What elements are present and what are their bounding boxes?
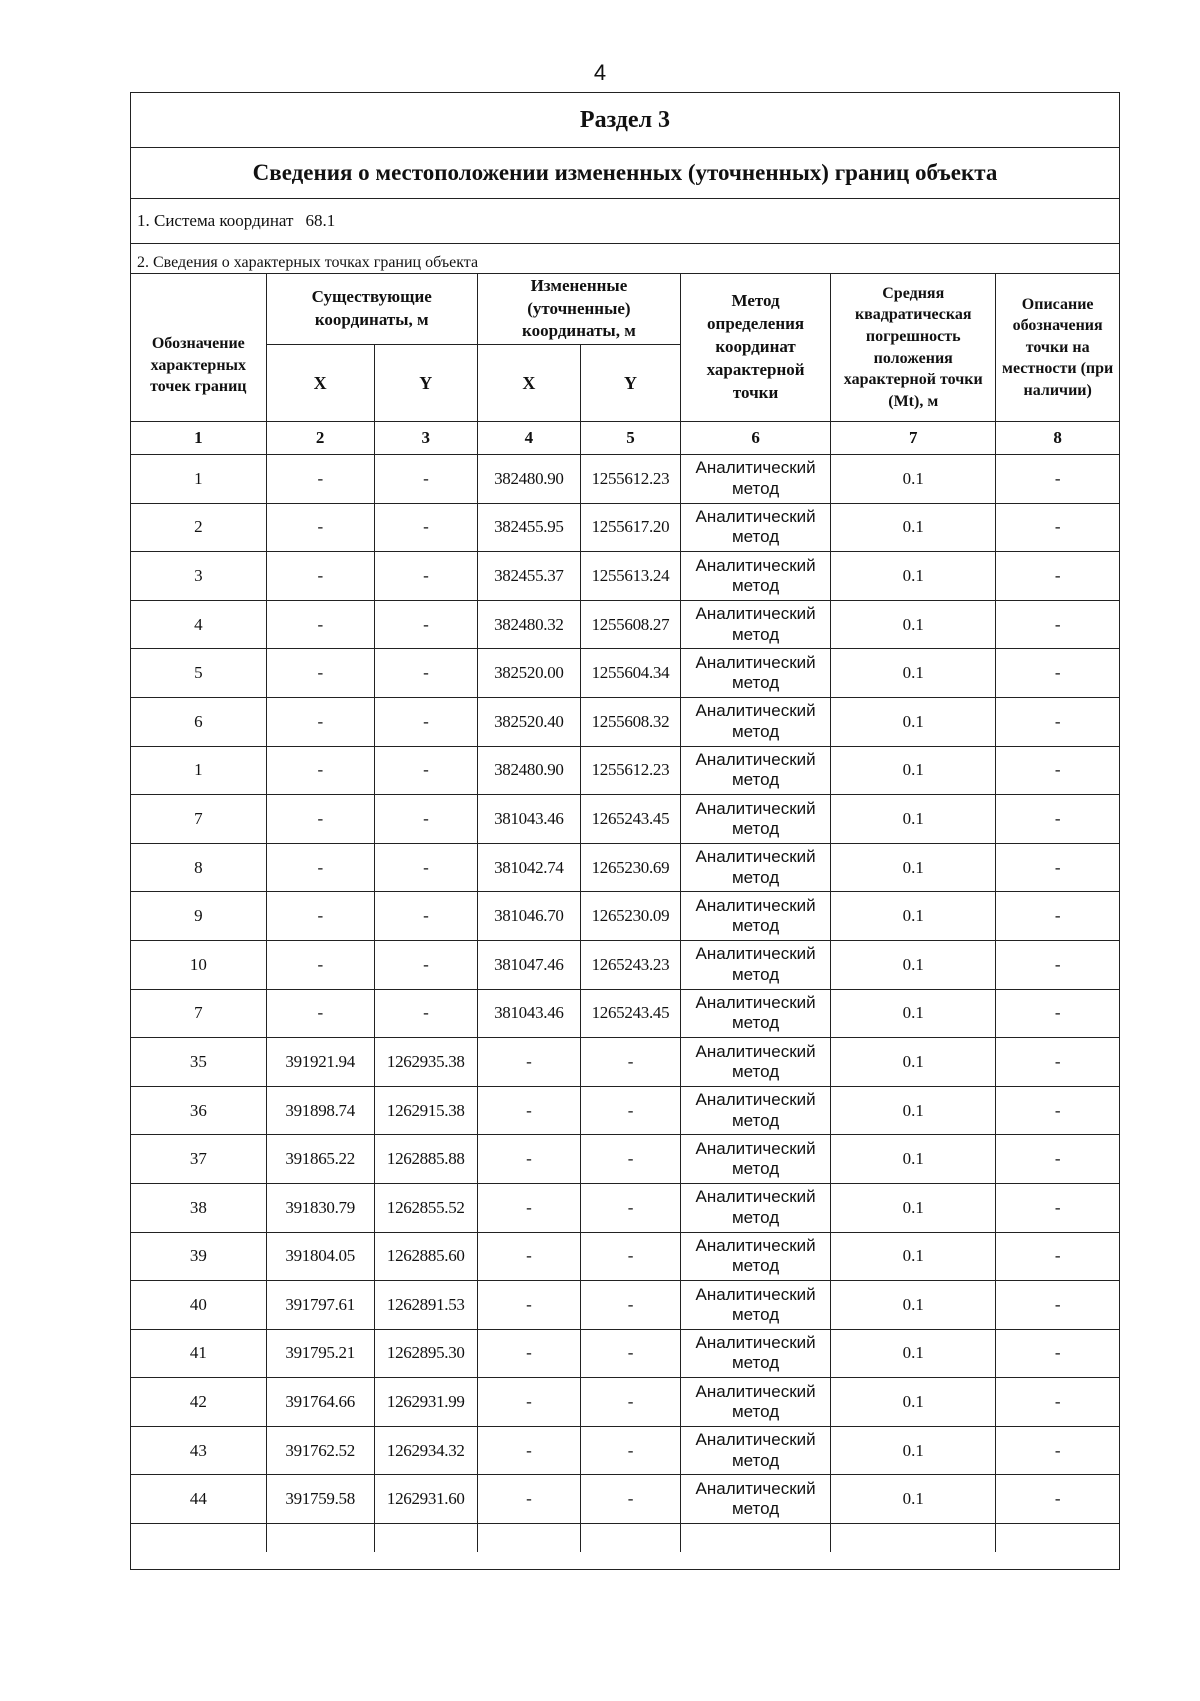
point-label: 38 (131, 1183, 266, 1232)
error-cell: 0.1 (831, 843, 996, 892)
description-cell: - (996, 649, 1119, 698)
existing-y: - (374, 455, 477, 504)
point-label: 3 (131, 552, 266, 601)
method-cell: Аналитический метод (681, 1329, 831, 1378)
table-row (131, 989, 1119, 1038)
error-cell: 0.1 (831, 600, 996, 649)
existing-x: - (266, 843, 374, 892)
error-cell: 0.1 (831, 1038, 996, 1087)
error-cell: 0.1 (831, 940, 996, 989)
header-error: Средняя квадратическая погрешность положения характерной точки (Mt), м (831, 274, 996, 422)
point-label: 1 (131, 746, 266, 795)
table-row (131, 503, 1119, 552)
point-label: 44 (131, 1475, 266, 1524)
error-cell: 0.1 (831, 892, 996, 941)
table-row (131, 1475, 1119, 1524)
table-row (131, 1086, 1119, 1135)
changed-y: - (580, 1378, 680, 1427)
header-existing-y: Y (374, 345, 477, 422)
method-cell: Аналитический метод (681, 843, 831, 892)
method-cell: Аналитический метод (681, 1281, 831, 1330)
coordinate-system-row (131, 199, 1119, 244)
error-cell: 0.1 (831, 1281, 996, 1330)
method-cell: Аналитический метод (681, 552, 831, 601)
header-changed: Измененные (уточненные) координаты, м (477, 274, 680, 345)
changed-y: 1255604.34 (580, 649, 680, 698)
existing-y: - (374, 746, 477, 795)
changed-x: 381043.46 (477, 795, 580, 844)
existing-x: 391759.58 (266, 1475, 374, 1524)
point-label: 6 (131, 697, 266, 746)
existing-y: - (374, 892, 477, 941)
table-row (131, 1232, 1119, 1281)
point-label: 4 (131, 600, 266, 649)
description-cell: - (996, 552, 1119, 601)
point-label: 7 (131, 795, 266, 844)
existing-x: 391898.74 (266, 1086, 374, 1135)
point-label: 39 (131, 1232, 266, 1281)
header-changed-y: Y (580, 345, 680, 422)
point-label: 5 (131, 649, 266, 698)
points-table (131, 274, 1119, 1552)
changed-x: 382520.00 (477, 649, 580, 698)
method-cell: Аналитический метод (681, 1475, 831, 1524)
changed-y: - (580, 1426, 680, 1475)
table-row (131, 843, 1119, 892)
existing-x: - (266, 552, 374, 601)
page-number: 4 (593, 60, 607, 85)
existing-x: - (266, 455, 374, 504)
description-cell: - (996, 1086, 1119, 1135)
error-cell: 0.1 (831, 649, 996, 698)
point-label: 36 (131, 1086, 266, 1135)
existing-x: - (266, 940, 374, 989)
description-cell: - (996, 1183, 1119, 1232)
existing-y: - (374, 503, 477, 552)
column-number: 5 (580, 422, 680, 455)
empty-row (131, 1524, 1119, 1553)
error-cell: 0.1 (831, 552, 996, 601)
error-cell: 0.1 (831, 1135, 996, 1184)
method-cell: Аналитический метод (681, 746, 831, 795)
changed-x: - (477, 1232, 580, 1281)
table-row (131, 940, 1119, 989)
changed-y: 1265230.09 (580, 892, 680, 941)
changed-y: 1255612.23 (580, 455, 680, 504)
method-cell: Аналитический метод (681, 649, 831, 698)
changed-y: 1255617.20 (580, 503, 680, 552)
changed-y: 1255608.27 (580, 600, 680, 649)
error-cell: 0.1 (831, 1086, 996, 1135)
changed-x: 382455.37 (477, 552, 580, 601)
table-row (131, 1329, 1119, 1378)
description-cell: - (996, 1281, 1119, 1330)
document-frame (130, 92, 1120, 1570)
method-cell: Аналитический метод (681, 892, 831, 941)
description-cell: - (996, 989, 1119, 1038)
existing-y: 1262885.88 (374, 1135, 477, 1184)
point-label: 43 (131, 1426, 266, 1475)
changed-x: - (477, 1426, 580, 1475)
existing-x: - (266, 989, 374, 1038)
description-cell: - (996, 1329, 1119, 1378)
existing-y: - (374, 649, 477, 698)
existing-y: 1262931.99 (374, 1378, 477, 1427)
points-info-row: 2. Сведения о характерных точках границ объекта (131, 244, 1119, 274)
description-cell: - (996, 746, 1119, 795)
coordinate-system-value: 68.1 (305, 211, 336, 230)
method-cell: Аналитический метод (681, 989, 831, 1038)
table-row (131, 1378, 1119, 1427)
column-number: 7 (831, 422, 996, 455)
point-label: 9 (131, 892, 266, 941)
existing-y: 1262935.38 (374, 1038, 477, 1087)
table-row (131, 892, 1119, 941)
description-cell: - (996, 503, 1119, 552)
point-label: 41 (131, 1329, 266, 1378)
method-cell: Аналитический метод (681, 455, 831, 504)
changed-y: - (580, 1329, 680, 1378)
method-cell: Аналитический метод (681, 1232, 831, 1281)
table-row (131, 1135, 1119, 1184)
description-cell: - (996, 1378, 1119, 1427)
changed-y: 1255612.23 (580, 746, 680, 795)
section-subtitle: Сведения о местоположении измененных (уточненных) границ объекта (131, 148, 1119, 199)
header-description: Описание обозначения точки на местности (при наличии) (996, 274, 1119, 422)
column-number: 2 (266, 422, 374, 455)
point-label: 42 (131, 1378, 266, 1427)
changed-x: 381042.74 (477, 843, 580, 892)
description-cell: - (996, 697, 1119, 746)
point-label: 35 (131, 1038, 266, 1087)
changed-x: - (477, 1135, 580, 1184)
header-changed-x: X (477, 345, 580, 422)
existing-x: - (266, 649, 374, 698)
method-cell: Аналитический метод (681, 503, 831, 552)
changed-x: - (477, 1378, 580, 1427)
header-designation: Обозначение характерных точек границ (131, 274, 266, 422)
changed-x: - (477, 1281, 580, 1330)
error-cell: 0.1 (831, 1378, 996, 1427)
method-cell: Аналитический метод (681, 1038, 831, 1087)
table-row (131, 552, 1119, 601)
description-cell: - (996, 1232, 1119, 1281)
table-row (131, 1281, 1119, 1330)
changed-x: - (477, 1475, 580, 1524)
changed-y: - (580, 1086, 680, 1135)
point-label: 8 (131, 843, 266, 892)
changed-x: 382480.90 (477, 455, 580, 504)
header-method: Метод определения координат характерной точки (681, 274, 831, 422)
table-row (131, 697, 1119, 746)
existing-x: - (266, 892, 374, 941)
error-cell: 0.1 (831, 1426, 996, 1475)
column-number: 8 (996, 422, 1119, 455)
existing-y: 1262934.32 (374, 1426, 477, 1475)
existing-x: 391921.94 (266, 1038, 374, 1087)
existing-y: 1262931.60 (374, 1475, 477, 1524)
existing-x: 391762.52 (266, 1426, 374, 1475)
existing-x: 391830.79 (266, 1183, 374, 1232)
description-cell: - (996, 1426, 1119, 1475)
method-cell: Аналитический метод (681, 1426, 831, 1475)
point-label: 40 (131, 1281, 266, 1330)
table-row (131, 455, 1119, 504)
changed-x: 381043.46 (477, 989, 580, 1038)
existing-x: 391804.05 (266, 1232, 374, 1281)
table-row (131, 1183, 1119, 1232)
header-existing-x: X (266, 345, 374, 422)
changed-x: 382455.95 (477, 503, 580, 552)
changed-x: - (477, 1329, 580, 1378)
existing-x: - (266, 746, 374, 795)
existing-x: - (266, 503, 374, 552)
header-existing: Существующие координаты, м (266, 274, 477, 345)
error-cell: 0.1 (831, 1183, 996, 1232)
changed-x: - (477, 1183, 580, 1232)
error-cell: 0.1 (831, 1475, 996, 1524)
table-row (131, 795, 1119, 844)
changed-y: - (580, 1281, 680, 1330)
table-row (131, 1038, 1119, 1087)
existing-y: 1262915.38 (374, 1086, 477, 1135)
changed-y: 1255613.24 (580, 552, 680, 601)
changed-y: - (580, 1183, 680, 1232)
changed-x: - (477, 1086, 580, 1135)
table-row (131, 649, 1119, 698)
error-cell: 0.1 (831, 746, 996, 795)
error-cell: 0.1 (831, 1329, 996, 1378)
description-cell: - (996, 1038, 1119, 1087)
changed-y: 1265230.69 (580, 843, 680, 892)
error-cell: 0.1 (831, 697, 996, 746)
point-label: 10 (131, 940, 266, 989)
point-label: 7 (131, 989, 266, 1038)
changed-x: 382480.32 (477, 600, 580, 649)
error-cell: 0.1 (831, 989, 996, 1038)
existing-y: - (374, 552, 477, 601)
column-number: 6 (681, 422, 831, 455)
method-cell: Аналитический метод (681, 697, 831, 746)
changed-x: - (477, 1038, 580, 1087)
point-label: 37 (131, 1135, 266, 1184)
column-number: 1 (131, 422, 266, 455)
description-cell: - (996, 843, 1119, 892)
points-table-body (131, 455, 1119, 1524)
existing-x: 391797.61 (266, 1281, 374, 1330)
table-row (131, 746, 1119, 795)
method-cell: Аналитический метод (681, 1135, 831, 1184)
existing-y: 1262891.53 (374, 1281, 477, 1330)
section-title: Раздел 3 (131, 93, 1119, 148)
column-number-row (131, 422, 1119, 455)
existing-x: - (266, 795, 374, 844)
method-cell: Аналитический метод (681, 1086, 831, 1135)
error-cell: 0.1 (831, 1232, 996, 1281)
changed-y: 1265243.45 (580, 795, 680, 844)
column-number: 4 (477, 422, 580, 455)
changed-y: 1265243.23 (580, 940, 680, 989)
method-cell: Аналитический метод (681, 600, 831, 649)
changed-y: 1255608.32 (580, 697, 680, 746)
changed-x: 381047.46 (477, 940, 580, 989)
changed-y: - (580, 1038, 680, 1087)
existing-y: - (374, 795, 477, 844)
description-cell: - (996, 892, 1119, 941)
description-cell: - (996, 455, 1119, 504)
existing-x: 391795.21 (266, 1329, 374, 1378)
column-number: 3 (374, 422, 477, 455)
changed-y: - (580, 1232, 680, 1281)
table-row (131, 600, 1119, 649)
method-cell: Аналитический метод (681, 1183, 831, 1232)
error-cell: 0.1 (831, 455, 996, 504)
existing-y: 1262885.60 (374, 1232, 477, 1281)
existing-y: - (374, 940, 477, 989)
changed-y: 1265243.45 (580, 989, 680, 1038)
description-cell: - (996, 795, 1119, 844)
existing-y: - (374, 989, 477, 1038)
method-cell: Аналитический метод (681, 940, 831, 989)
existing-y: - (374, 697, 477, 746)
changed-x: 381046.70 (477, 892, 580, 941)
changed-x: 382480.90 (477, 746, 580, 795)
point-label: 1 (131, 455, 266, 504)
changed-y: - (580, 1135, 680, 1184)
description-cell: - (996, 600, 1119, 649)
point-label: 2 (131, 503, 266, 552)
existing-x: 391865.22 (266, 1135, 374, 1184)
existing-x: - (266, 600, 374, 649)
error-cell: 0.1 (831, 795, 996, 844)
description-cell: - (996, 1135, 1119, 1184)
method-cell: Аналитический метод (681, 795, 831, 844)
error-cell: 0.1 (831, 503, 996, 552)
existing-y: - (374, 600, 477, 649)
table-row (131, 1426, 1119, 1475)
description-cell: - (996, 940, 1119, 989)
coordinate-system-label: 1. Система координат (137, 211, 294, 230)
changed-x: 382520.40 (477, 697, 580, 746)
existing-x: - (266, 697, 374, 746)
existing-y: 1262855.52 (374, 1183, 477, 1232)
existing-y: - (374, 843, 477, 892)
changed-y: - (580, 1475, 680, 1524)
existing-y: 1262895.30 (374, 1329, 477, 1378)
description-cell: - (996, 1475, 1119, 1524)
method-cell: Аналитический метод (681, 1378, 831, 1427)
existing-x: 391764.66 (266, 1378, 374, 1427)
